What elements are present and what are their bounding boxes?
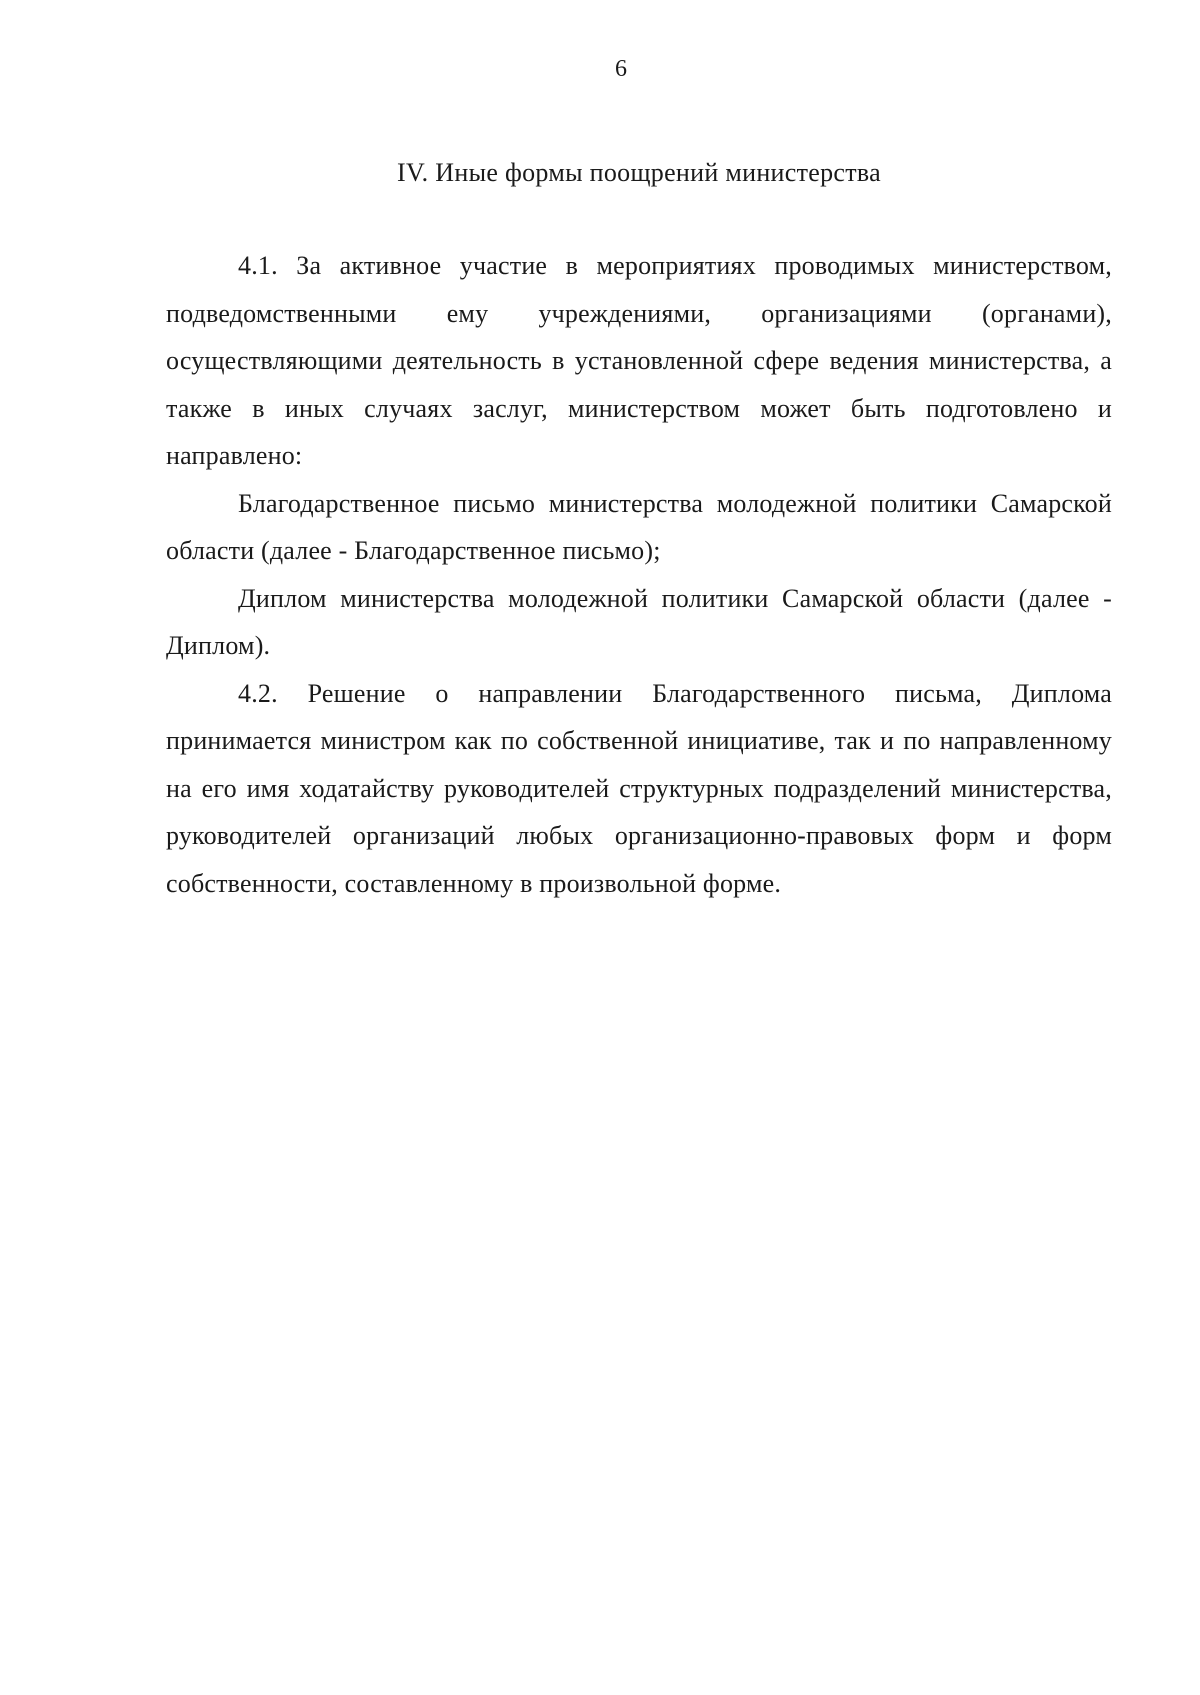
page-number: 6 [615, 56, 627, 82]
paragraph-diploma: Диплом министерства молодежной политики Самарской области (далее - Диплом). [166, 583, 1112, 660]
section-title: IV. Иные формы поощрений министерства [397, 158, 881, 187]
paragraph-4-1: 4.1. За активное участие в мероприятиях проводимых министерством, подведомственными ему учреждениями, организациями (органами), осуществляющими деятельность в установленной сфере ведения министерства, а также в иных случаях заслуг, министерством может быть подготовлено и направлено: [166, 251, 1112, 470]
body-text [166, 242, 1112, 907]
paragraph-4-2: 4.2. Решение о направлении Благодарственного письма, Диплома принимается министром как по собственной инициативе, так и по направленному на его имя ходатайству руководителей структурных подразделений министерства, руководителей организаций любых организационно-правовых форм и форм собственности, составленному в произвольной форме. [166, 678, 1112, 898]
paragraph-thank-you-letter: Благодарственное письмо министерства молодежной политики Самарской области (далее - Благодарственное письмо); [166, 488, 1112, 565]
